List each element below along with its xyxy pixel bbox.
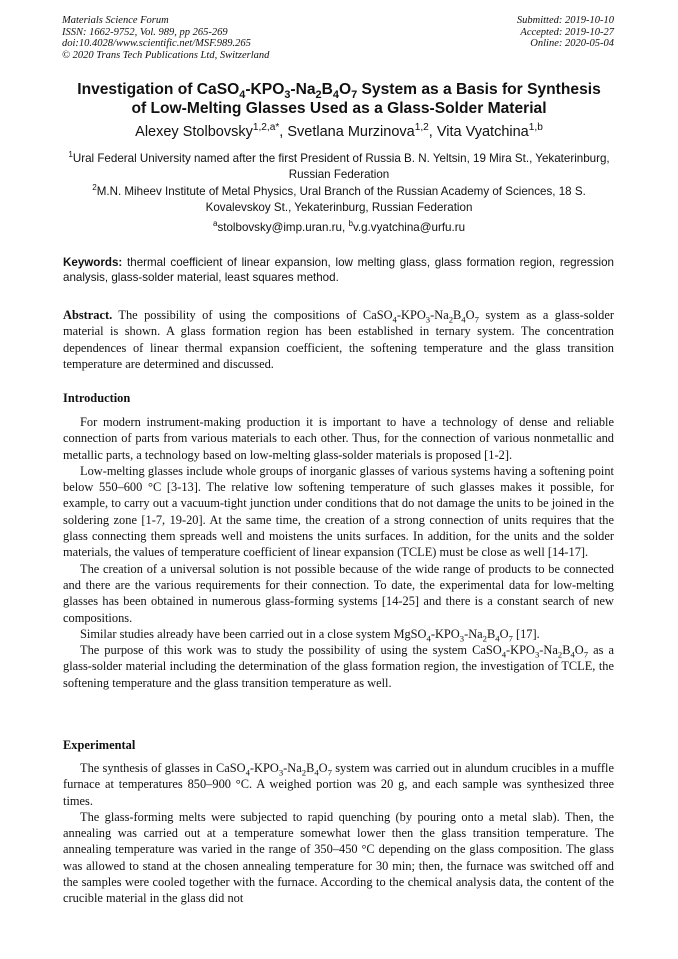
journal-copyright: © 2020 Trans Tech Publications Ltd, Switzerland	[62, 49, 270, 61]
abstract-label: Abstract.	[63, 308, 113, 322]
journal-name: Materials Science Forum	[62, 15, 169, 26]
accepted-date: Accepted: 2019-10-27	[520, 26, 614, 38]
section-heading-experimental: Experimental	[63, 738, 136, 752]
journal-issn: ISSN: 1662-9752, Vol. 989, pp 265-269	[62, 26, 228, 38]
paragraph: Similar studies already have been carried out in a close system $MgSO_4-KPO_3-Na_2B_4O_7$ [17].	[80, 626, 540, 644]
journal-doi: doi:10.4028/www.scientific.net/MSF.989.265	[62, 38, 251, 50]
paragraph: Low-melting glasses include whole groups of inorganic glasses of various systems having a softening point below 550–600 °C [3-13]. The relative low softening temperature of such glasses makes it possible, for example, to carry out a vacuum-tight junction under conditions that do not damage the units to be joined in the soldering zone [1-7, 19-20]. At the same time, the creation of a strong connection of units requires that the glass connecting them spreads well and moistens the units surfaces. In addition, for the units and the solder materials, the values of temperature coefficient of linear expansion (TCLE) must be close as well [14-17].	[63, 463, 614, 560]
email-link[interactable]: v.g.vyatchina@urfu.ru	[352, 221, 466, 234]
experimental-body	[63, 760, 614, 907]
abstract: Abstract. The possibility of using the compositions of $CaSO_4-KPO_3-Na_2B_4O_7$ system as a glass-solder material is shown. A glass formation region has been established in ternary system. The concentration dependences of linear thermal expansion coefficient, the softening temperature and the glass transition temperature are determined and discussed.	[63, 308, 614, 371]
author-affiliation-mark: 1,b	[528, 122, 543, 134]
email-link[interactable]: stolbovsky@imp.uran.ru,	[217, 221, 349, 234]
keywords-text: thermal coefficient of linear expansion, low melting glass, glass formation region, regression analysis, glass-solder material, least squares method.	[63, 256, 614, 284]
paragraph: The synthesis of glasses in $CaSO_4-KPO_3-Na_2B_4O_7$ system was carried out in alundum crucibles in a muffle furnace at temperatures 850–900 °C. A weighed portion was 20 g, and each sample was synthesized three times.	[63, 761, 614, 808]
author-name: Svetlana Murzinova	[287, 124, 415, 140]
title-line-2: of Low-Melting Glasses Used as a Glass-Solder Material	[131, 100, 547, 117]
submission-dates	[517, 15, 614, 50]
paragraph: The purpose of this work was to study the possibility of using the system $CaSO_4-KPO_3-Na_2B_4O_7$ as a glass-solder material including the determination of the glass formation region, the investigation of TCLE, the softening temperature and the glass transition temperature as well.	[63, 643, 614, 690]
journal-info	[62, 15, 269, 61]
author-name: Alexey Stolbovsky	[135, 124, 253, 140]
introduction-body	[63, 414, 614, 691]
journal-header	[62, 15, 614, 61]
keywords-label: Keywords:	[63, 256, 123, 269]
title-line-1: Investigation of $CaSO_4-KPO_3-Na_2B_4O_7$ System as a Basis for Synthesis	[77, 81, 601, 102]
author-affiliation-mark: 1,2,a*	[252, 122, 280, 134]
paragraph: The creation of a universal solution is not possible because of the wide range of products to be connected and there are the various requirements for their connection. To date, the experimental data for low-melting glasses has been obtained in numerous glass-forming systems [14-25] and there is a constant search of new compositions.	[63, 561, 614, 625]
submitted-date: Submitted: 2019-10-10	[516, 15, 614, 26]
author-list: Alexey Stolbovsky$^{1,2,a*}$, Svetlana Murzinova$^{1,2}$, Vita Vyatchina$^{1,b}$	[135, 122, 543, 140]
author-affiliation-mark: 1,2	[414, 122, 429, 134]
paragraph: The glass-forming melts were subjected to rapid quenching (by pouring onto a metal slab). Then, the annealing was carried out at a temperature somewhat lower then the glass transition temperature. The annealing temperature was varied in the range of 350–450 °C depending on the glass composition. The glass was allowed to stand at the chosen annealing temperature for 30 min; then, the furnace was switched off and the samples were cooled together with the furnace. According to the chemical analysis data, the content of the crucible material in the glass did not	[63, 809, 614, 906]
section-heading-introduction: Introduction	[63, 391, 131, 405]
online-date: Online: 2020-05-04	[530, 38, 614, 50]
author-name: Vita Vyatchina	[436, 124, 529, 140]
affiliation-1: $^1$Ural Federal University named after the first President of Russia B. N. Yeltsin, 19 Mira St., Yekaterinburg, Russian Federation	[68, 150, 610, 181]
author-emails: $^a$stolbovsky@imp.uran.ru, $^b$v.g.vyatchina@urfu.ru	[212, 219, 466, 234]
affiliation-2: $^2$M.N. Miheev Institute of Metal Physics, Ural Branch of the Russian Academy of Sciences, 18 S. Kovalevskoy St., Yekaterinburg, Russian Federation	[92, 183, 586, 214]
paper-title	[40, 80, 638, 118]
paragraph: For modern instrument-making production it is important to have a technology of dense and reliable connection of parts from various materials to each other. Thus, for the connection of various nonmetallic and metallic parts, a technology based on low-melting glass-solder materials is proposed [1-2].	[63, 415, 614, 462]
keywords	[63, 256, 614, 285]
